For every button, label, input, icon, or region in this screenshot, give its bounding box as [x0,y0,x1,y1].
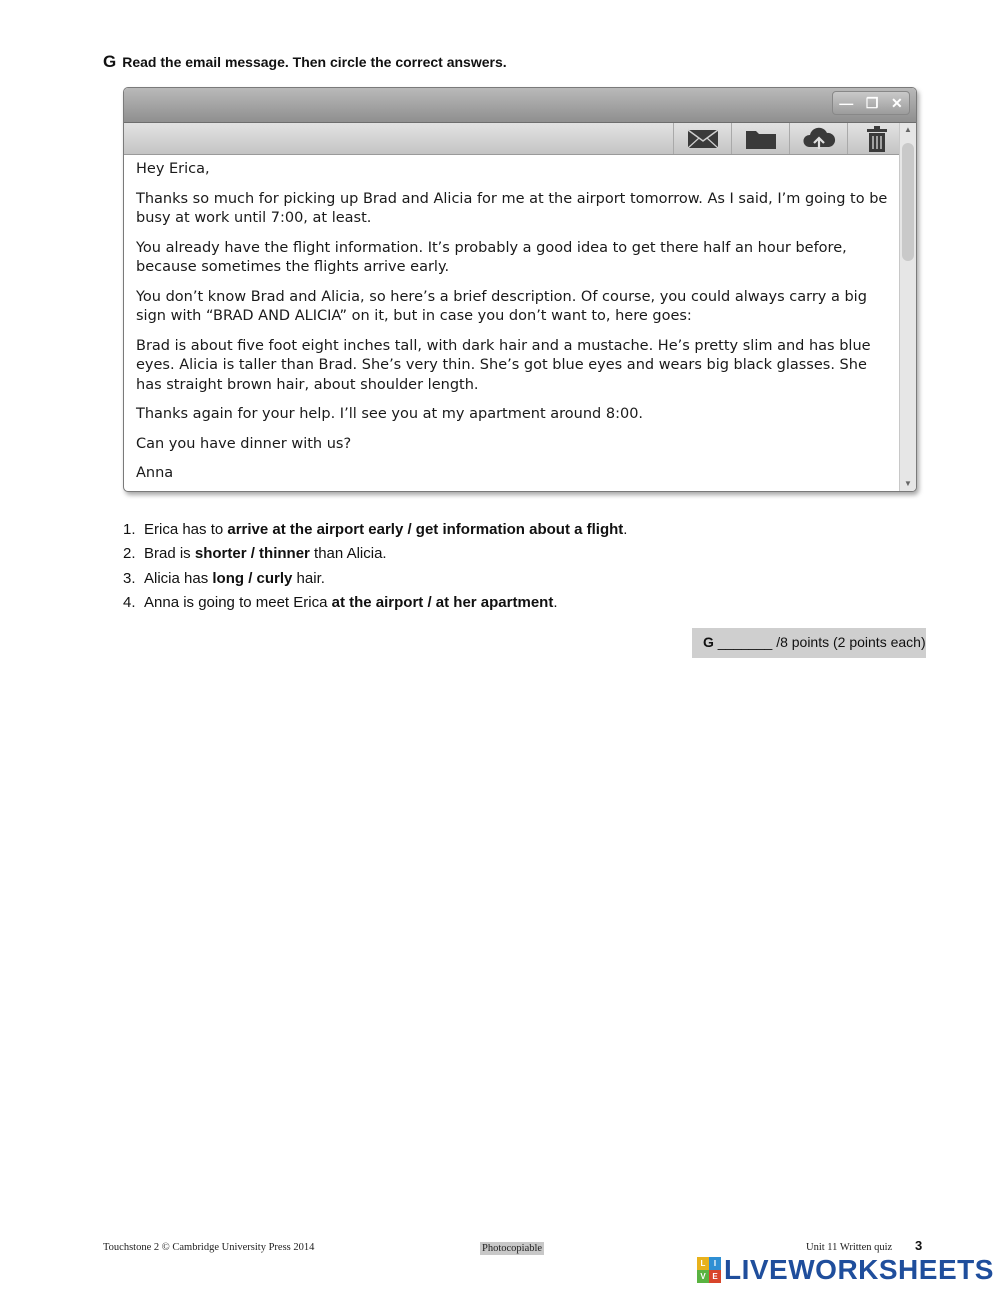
question-list [123,520,627,617]
page-number: 3 [915,1238,923,1253]
score-letter: G [703,634,714,650]
answer-options[interactable]: arrive at the airport early / get information about a flight [227,521,624,538]
footer-photocopiable: Photocopiable [482,1243,543,1254]
window-controls [832,91,910,115]
email-body [136,160,896,492]
question-text: Alicia has [144,569,213,587]
question-item [123,520,627,544]
question-item [123,593,627,617]
liveworksheets-logo[interactable] [697,1254,994,1286]
cloud-upload-icon [801,127,837,151]
scroll-thumb[interactable] [902,143,914,261]
folder-button[interactable] [731,123,789,154]
window-titlebar [124,88,916,123]
question-number: 1. [123,521,136,538]
question-text-end: . [623,521,628,538]
email-window [123,87,917,492]
email-paragraph: You already have the flight information. It’s probably a good idea to get there half an hour before, because sometimes the flights arrive early. [136,239,847,275]
email-paragraph: Thanks so much for picking up Brad and Alicia for me at the airport tomorrow. As I said, I’m going to be busy at work until 7:00, at least. [136,190,888,226]
email-toolbar [124,123,916,155]
question-text: Anna is going to meet Erica [144,593,332,611]
instruction-text: Read the email message. Then circle the correct answers. [122,54,507,70]
close-icon[interactable]: ✕ [890,95,903,111]
maximize-icon[interactable]: ❐ [865,95,879,111]
answer-options[interactable]: at the airport / at her apartment [331,593,554,611]
question-text: Brad is [144,545,195,563]
trash-icon [866,126,888,152]
question-item [123,569,627,593]
mail-icon [687,129,719,149]
question-number: 3. [123,569,136,587]
mail-button[interactable] [673,123,731,154]
brand-logo-icon [697,1257,721,1283]
question-item [123,544,627,568]
question-text-end: . [553,593,558,611]
trash-button[interactable] [847,123,905,154]
email-paragraph: Brad is about five foot eight inches tall, with dark hair and a mustache. He’s pretty slim and has blue eyes. Alicia is taller than Brad. She’s very thin. She’s got blue eyes and wears big black glasses. She has straight brown hair, about shoulder length. [136,337,871,393]
section-heading [103,52,507,72]
email-paragraph: Can you have dinner with us? [136,435,352,452]
email-paragraph: You don’t know Brad and Alicia, so here’s a brief description. Of course, you could always carry a big sign with “BRAD AND ALICIA” on it, but in case you don’t want to, here goes: [136,288,867,324]
logo-letter: E [709,1270,721,1283]
email-signature: Anna [136,465,174,481]
logo-letter: I [709,1257,721,1270]
answer-options[interactable]: long / curly [212,569,293,587]
scroll-up-icon[interactable]: ▲ [904,125,912,134]
email-greeting: Hey Erica, [136,161,210,177]
scroll-down-icon[interactable]: ▼ [904,479,912,488]
logo-letter: V [697,1270,709,1283]
email-paragraph: Thanks again for your help. I’ll see you at my apartment around 8:00. [136,406,644,422]
question-number: 2. [123,545,136,563]
cloud-upload-button[interactable] [789,123,847,154]
email-scrollbar[interactable] [899,123,916,491]
question-text-end: than Alicia. [309,545,387,563]
question-text-end: hair. [292,569,325,587]
answer-options[interactable]: shorter / thinner [194,545,310,563]
score-box [692,628,926,658]
section-letter: G [103,52,117,71]
footer-copyright: Touchstone 2 © Cambridge University Press 2014 [103,1242,315,1253]
brand-name: LIVEWORKSHEETS [724,1254,994,1285]
logo-letter: L [697,1257,709,1270]
question-text: Erica has to [144,521,228,538]
question-number: 4. [123,593,136,611]
score-blank[interactable]: _______ [717,634,773,650]
score-text: /8 points (2 points each) [776,634,926,650]
minimize-icon[interactable]: — [839,95,854,111]
folder-icon [745,128,777,150]
footer-quiz-title: Unit 11 Written quiz [806,1242,893,1253]
